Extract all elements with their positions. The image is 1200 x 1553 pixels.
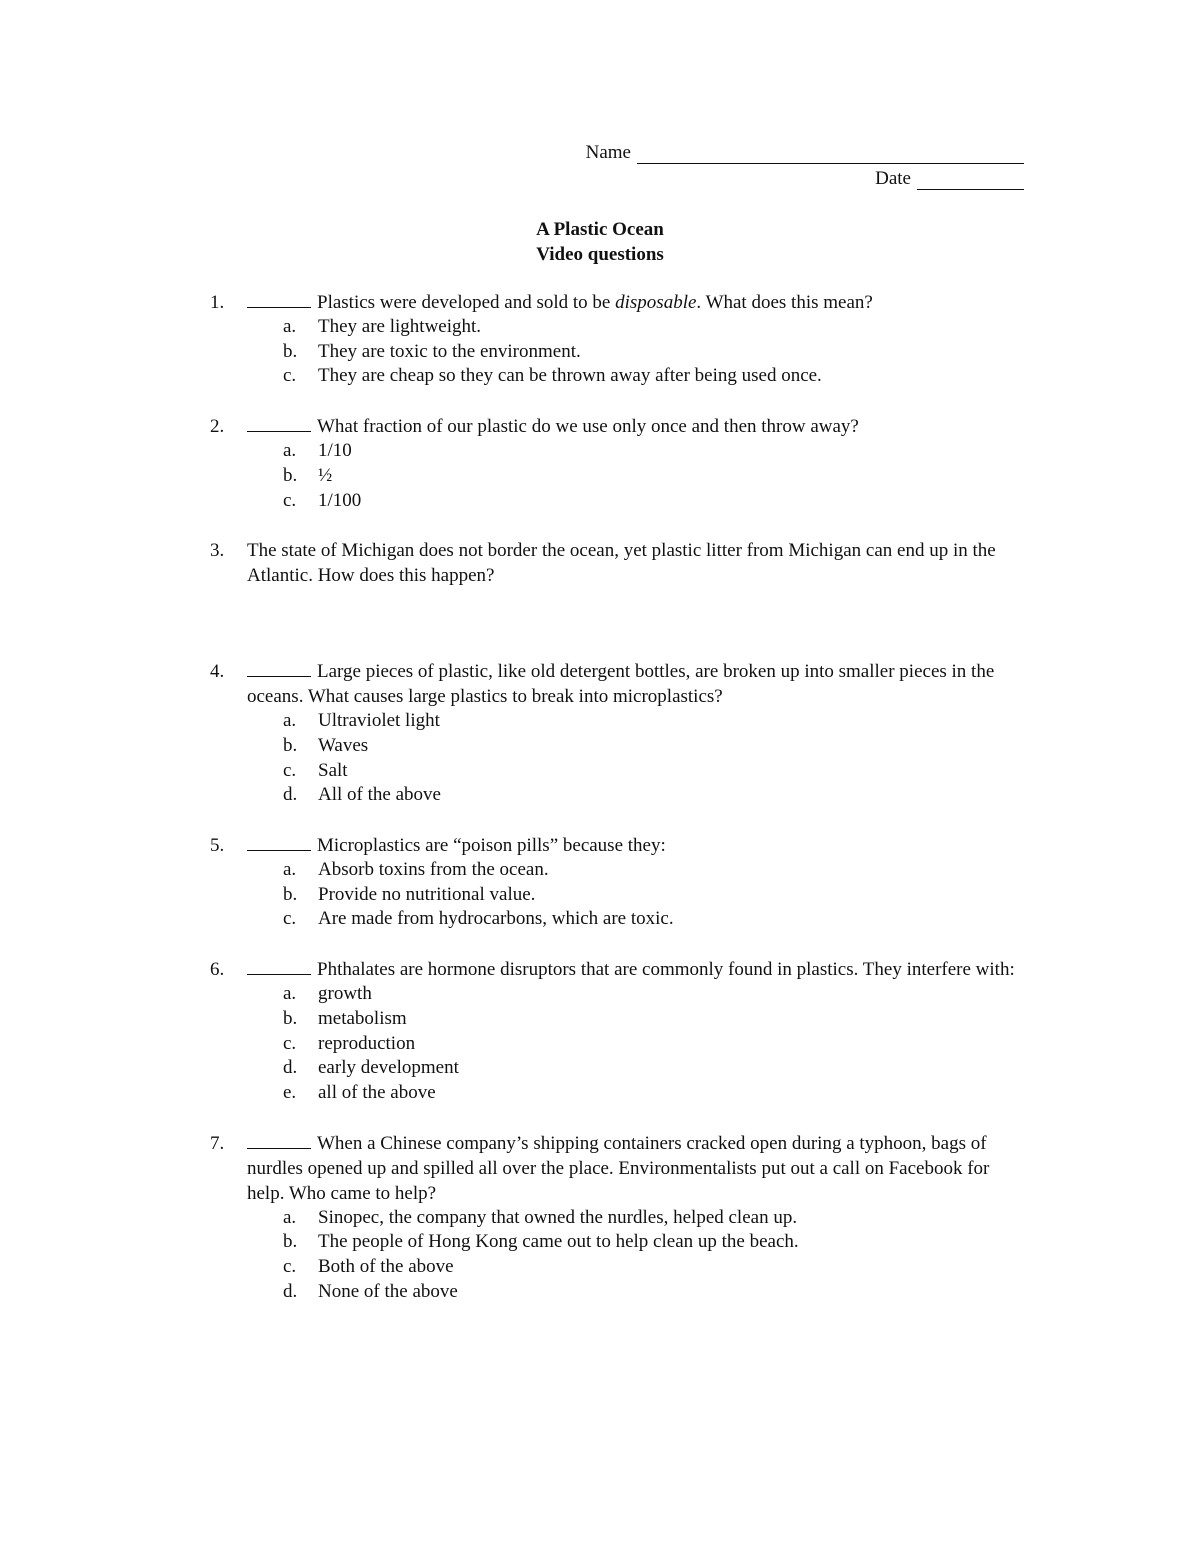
option-list [247,709,1030,808]
question-number: 5. [210,835,225,857]
option [247,907,1030,932]
document-subtitle: Video questions [536,244,664,265]
option-letter: b. [283,734,298,756]
question-text: Phthalates are hormone disruptors that are commonly found in plastics. They interfere with: [317,959,1015,981]
option-text: None of the above [318,1280,458,1302]
option [247,1007,1030,1032]
option-letter: b. [283,464,298,486]
option-letter: b. [283,883,298,905]
question-text: The state of Michigan does not border the ocean, yet plastic litter from Michigan can end up in the Atlantic. How does this happen? [247,540,996,587]
option-letter: a. [283,440,297,462]
option-letter: c. [283,365,297,387]
question-text: Microplastics are “poison pills” because they: [317,835,666,857]
option-letter: a. [283,859,297,881]
question-text: When a Chinese company’s shipping containers cracked open during a typhoon, bags of nurdles opened up and spilled all over the place. Environmentalists put out a call on Facebook for help. Who came to help? [247,1132,990,1204]
question-number: 2. [210,416,225,438]
answer-blank[interactable] [247,957,311,975]
question-text: What fraction of our plastic do we use only once and then throw away? [317,416,859,438]
option [247,1056,1030,1081]
option-text: Salt [318,759,348,781]
option-list [247,982,1030,1106]
option-letter: b. [283,340,298,362]
option-letter: a. [283,710,297,732]
date-field[interactable] [875,168,1024,190]
question-list [210,290,1030,1329]
option-text: Sinopec, the company that owned the nurdles, helped clean up. [318,1206,798,1228]
date-label: Date [875,168,911,189]
answer-blank[interactable] [247,290,311,308]
option-letter: d. [283,784,298,806]
option [247,439,1030,464]
option-text: The people of Hong Kong came out to help clean up the beach. [318,1231,799,1253]
answer-blank[interactable] [247,833,311,851]
question-text: Large pieces of plastic, like old detergent bottles, are broken up into smaller pieces in the oceans. What causes large plastics to break into microplastics? [247,661,995,708]
option [247,759,1030,784]
option-text: early development [318,1057,459,1079]
document-title: A Plastic Ocean [536,219,664,240]
option-text: Are made from hydrocarbons, which are toxic. [318,908,674,930]
option-list [247,439,1030,513]
option [247,709,1030,734]
question-3 [210,538,1030,588]
option [247,489,1030,514]
option-text: ½ [318,464,333,486]
answer-blank[interactable] [247,414,311,432]
option-text: They are toxic to the environment. [318,340,581,362]
option [247,783,1030,808]
question-text-italic: disposable [615,292,697,313]
option-text: Absorb toxins from the ocean. [318,859,549,881]
question-number: 6. [210,959,225,981]
name-field[interactable] [586,142,1024,164]
option [247,858,1030,883]
option-letter: c. [283,908,297,930]
question-number: 7. [210,1132,225,1154]
option [247,883,1030,908]
question-text: Plastics were developed and sold to be [317,292,616,313]
option-letter: a. [283,316,297,337]
option-letter: e. [283,1081,297,1103]
option [247,315,1030,340]
option-text: Waves [318,734,369,756]
option [247,340,1030,365]
answer-blank[interactable] [247,1131,311,1149]
option [247,1280,1030,1305]
option [247,364,1030,389]
option-list [247,315,1030,389]
question-2 [210,414,1030,513]
option-letter: d. [283,1057,298,1079]
option-text: growth [318,983,372,1005]
option-letter: b. [283,1231,298,1253]
option-text: Provide no nutritional value. [318,883,536,905]
option-letter: c. [283,759,297,781]
option-list [247,858,1030,932]
option-list [247,1206,1030,1305]
option-text: 1/10 [318,440,352,462]
option-text: metabolism [318,1007,407,1029]
option [247,1206,1030,1231]
question-number: 1. [210,292,225,313]
option-letter: d. [283,1280,298,1302]
option-text: 1/100 [318,489,362,511]
option-text: They are lightweight. [318,316,482,337]
option-text: all of the above [318,1081,436,1103]
option-letter: a. [283,1206,297,1228]
option-text: Both of the above [318,1256,454,1278]
option-letter: c. [283,489,297,511]
option-letter: c. [283,1256,297,1278]
option-letter: a. [283,983,297,1005]
option-letter: c. [283,1032,297,1054]
option-text: reproduction [318,1032,416,1054]
question-5 [210,833,1030,932]
option-text: They are cheap so they can be thrown away after being used once. [318,365,822,387]
question-6 [210,957,1030,1106]
question-1 [210,290,1030,389]
name-label: Name [585,142,631,163]
option [247,464,1030,489]
option [247,1255,1030,1280]
question-4 [210,659,1030,808]
question-number: 4. [210,661,225,683]
date-blank[interactable] [917,171,1024,190]
option [247,1032,1030,1057]
option [247,1230,1030,1255]
option-text: Ultraviolet light [318,710,440,732]
option-letter: b. [283,1007,298,1029]
option-text: All of the above [318,784,441,806]
answer-blank[interactable] [247,659,311,677]
question-number: 3. [210,540,225,562]
question-7 [210,1131,1030,1305]
option [247,982,1030,1007]
question-text: . What does this mean? [696,292,873,313]
option [247,1081,1030,1106]
option [247,734,1030,759]
name-blank[interactable] [637,145,1024,164]
